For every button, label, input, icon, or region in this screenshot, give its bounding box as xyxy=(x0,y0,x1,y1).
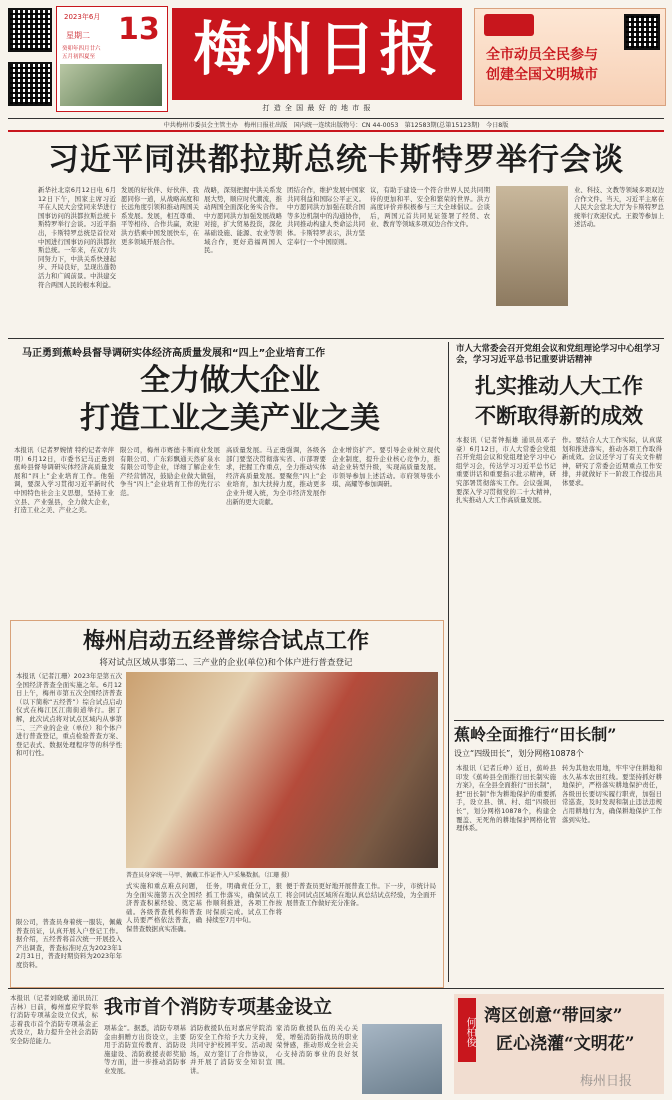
story2-rule xyxy=(454,720,664,721)
story3-col-2: 转为其他农用地，牢牢守住耕地和永久基本农田红线。要坚持抓好耕地保护，严格落实耕地保护责任，各级田长要切实履行职责，加强日常巡查，及时发现和制止违法违规占用耕地行为，确保耕地保护工作落到实处。 xyxy=(562,764,662,824)
lead-headline: 习近平同洪都拉斯总统卡斯特罗举行会谈 xyxy=(48,142,624,178)
story2-headline-2: 不断取得新的成效 xyxy=(475,403,643,428)
story4-col-4: 家消防救援队伍的关心关爱，增强消防指战员的职业荣誉感，推动形成全社会关心支持消防事业的良好氛围。 xyxy=(276,1024,358,1067)
story2-kicker: 市人大常委会召开党组会议和党组理论学习中心组学习会，学习习近平总书记重要讲话精神 xyxy=(456,344,661,365)
story3-subhead: 设立“四级田长”，划分网格10878个 xyxy=(454,749,584,758)
promo-line-2: 创建全国文明城市 xyxy=(486,67,598,83)
lead-col-4: 团结合作，维护发展中国家共同利益和国际公平正义。中方愿同洪方加强在联合国等多边机制中的沟通协作，共同推动构建人类命运共同体。卡斯特罗表示，洪方坚定奉行一个中国原则。 xyxy=(287,186,365,246)
qr-code-left-2 xyxy=(8,62,52,106)
story2-col-1: 本报讯（记者钟振雄 通讯员邓子豪）6月12日，市人大常委会党组召开党组会议和党组理论学习中心组学习会，传达学习习近平总书记重要讲话和重要指示批示精神，研究部署贯彻落实工作。会议强调，要深入学习贯彻党的二十大精神，扎实推动人大工作高质量发展。 xyxy=(456,436,556,505)
lead-photo xyxy=(496,186,568,306)
story4-col-3: 消防救援队伍对嘉应学院消防安全工作给予大力支持，共同守护校园平安。活动现场，双方签订了合作协议，并开展了消防安全知识宣讲。 xyxy=(190,1024,272,1075)
masthead-rule xyxy=(8,118,664,119)
watermark: 梅州日报 xyxy=(580,1074,633,1089)
date-year-month: 2023年6月 xyxy=(64,13,101,21)
lead-col-6: 业、科技、文教等领域多项双边合作文件。当天，习近平主席在人民大会堂北大厅为卡斯特罗总统举行欢迎仪式。王毅等参加上述活动。 xyxy=(574,186,664,229)
story1-headline-2: 打造工业之美产业之美 xyxy=(80,401,380,436)
column-divider xyxy=(448,342,449,982)
promo-emblem xyxy=(484,14,534,36)
feature-photo xyxy=(126,672,438,868)
promo-line-1: 全市动员全民参与 xyxy=(486,47,598,63)
column-author-label: 何柏俊 xyxy=(458,998,476,1062)
story4-col-1: 本报讯（记者刘晓斌 通讯员江吉林）日前，梅州嘉应学院举行消防专项基金设立仪式，标志着我市首个消防专项基金正式设立，助力提升全社会消防安全防范能力。 xyxy=(10,994,98,1045)
story3-col-1: 本报讯（记者丘峥）近日，蕉岭县印发《蕉岭县全面推行田长制实施方案》，在全县全面推行“田长制”，把“田长制”作为耕地保护的重要抓手，设立县、镇、村、组“四级田长”，划分网格10878个，构建全覆盖、无死角的耕地保护网格化管理体系。 xyxy=(456,764,556,833)
promo-qr xyxy=(624,14,660,50)
story3-headline: 蕉岭全面推行“田长制” xyxy=(454,725,617,744)
lead-col-3: 战略，深刻把握中洪关系发展大势，顺应时代潮流，推动两国全面深化务实合作。中方愿同洪方加强发展战略对接，扩大贸易投资，深化基础设施、能源、农业等领域合作，更好造福两国人民。 xyxy=(204,186,282,255)
qr-code-left xyxy=(8,8,52,52)
bottom-rule xyxy=(8,988,664,989)
feature-col-1: 本报讯（记者江珊）2023年是第五次全国经济普查全面实施之年。6月12日上午，梅州市第五次全国经济普查（以下简称“五经普”）综合试点启动仪式在梅江区江南街道举行。据了解，此次试点将对试点区域内从事第二、三产业的企业（单位）和个体户进行普查登记，重点检验普查方案、登记表式、数据处理程序等的科学性和可行性。 xyxy=(16,672,122,758)
column-title-1: 湾区创意“带回家” xyxy=(484,1006,623,1026)
feature-col-5: 便于普查员更好地开展普查工作。下一步，市统计局将会同试点区域所在地认真总结试点经验，为全面开展普查工作做好充分准备。 xyxy=(286,882,436,908)
masthead-slogan: 打 造 全 国 最 好 的 地 市 报 xyxy=(262,104,372,112)
feature-col-3: 式实施和重点难点问题，为全面实施第五次全国经济普查积累经验、奠定基础。各级普查机构和普查人员要严格依法普查，确保普查数据真实准确。 xyxy=(126,882,202,933)
publisher-rule xyxy=(8,130,664,132)
story1-col-4: 企业增资扩产。要引导企业树立现代企业制度，提升企业核心竞争力，推动企业转型升级，实现高质量发展。市领导参加上述活动。市府领导张小琪、高耀等参加调研。 xyxy=(332,446,440,489)
story2-headline-1: 扎实推动人大工作 xyxy=(475,373,643,398)
date-weekday: 星期二 xyxy=(66,31,90,40)
story1-col-1: 本报讯（记者罗婉情 特约记者幸萍明）6月12日，市委书记马正勇到蕉岭县督导调研实体经济高质量发展和“四上”企业培育工作。他强调，要深入学习贯彻习近平新时代中国特色社会主义思想，坚持工业立县、产业强县，全力做大企业，打造工业之美、产业之美。 xyxy=(14,446,114,515)
feature-col-4: 任务，明确责任分工，狠抓工作落实，确保试点工作顺利推进，各项工作按时保质完成。试点工作将持续至7月中旬。 xyxy=(206,882,282,925)
story1-headline-1: 全力做大企业 xyxy=(140,363,320,398)
feature-headline: 梅州启动五经普综合试点工作 xyxy=(82,628,369,654)
lead-rule xyxy=(8,338,664,339)
lead-col-1: 新华社北京6月12日电 6月12日下午，国家主席习近平在人民大会堂同来华进行国事访问的洪都拉斯总统卡斯特罗举行会谈。习近平指出，卡斯特罗总统是首位对中国进行国事访问的洪都拉斯总统。一年来，在双方共同努力下，中洪关系快速起步、开局良好，呈现出蓬勃活力和广阔前景。中洪建交符合两国人民的根本利益。 xyxy=(38,186,116,289)
feature-caption: 普查员身穿统一马甲、佩戴工作证件入户采集数据。（江珊 摄） xyxy=(126,872,293,879)
masthead xyxy=(0,0,672,120)
feature-col-2: 限公司，普查员身着统一服装，佩戴普查员证，认真开展入户登记工作。据介绍，五经普将首次统一开展投入产出调查，普查标准时点为2023年12月31日，普查时期资料为2023年年度资料。 xyxy=(16,918,122,969)
date-lunar-1: 癸卯年四月廿六 xyxy=(62,46,101,52)
story1-col-3: 高质量发展。马正勇强调，各级各部门要坚决贯彻落实省、市部署要求，把握工作重点，全力推动实体经济高质量发展。要聚焦“四上”企业培育，加大扶持力度，推动更多企业升规入统，为全市经济发展作出新的更大贡献。 xyxy=(226,446,326,506)
story1-col-2: 限公司，梅州市赛德卡斯商业发展有限公司、广东彩飘通天然矿泉水有限公司等企业，详细了解企业生产经营情况，鼓励企业做大做强，争当“四上”企业培育工作的先行示范。 xyxy=(120,446,220,497)
feature-subhead: 将对试点区域从事第二、三产业的企业(单位)和个体户进行普查登记 xyxy=(99,658,353,668)
story4-col-2: 项基金”。据悉，消防专项基金由捐赠方出资设立，主要用于消防宣传教育、消防设施建设、消防救援表彰奖励等方面，进一步推动消防事业发展。 xyxy=(104,1024,186,1075)
date-photo xyxy=(60,64,162,106)
lead-col-2: 发展的好伙伴、好伙伴、我愿同你一道，从战略高度和长远角度引领和推动两国关系发展。发展，相互尊重、平等相待、合作共赢，欢迎洪方搭乘中国发展快车，在更多领域开展合作。 xyxy=(121,186,199,246)
column-title-2: 匠心浇灌“文明花” xyxy=(496,1034,635,1054)
publisher-line: 中共梅州市委员会主管主办 梅州日报社出版 国内统一连续出版物号：CN 44-0053 第12583期(总第15123期) 今日8版 xyxy=(163,122,509,129)
story4-headline: 我市首个消防专项基金设立 xyxy=(104,996,333,1018)
date-day: 13 xyxy=(118,12,160,47)
newspaper-title: 梅州日报 xyxy=(193,15,442,83)
lead-col-5: 议，有助于建设一个符合世界人民共同期待的更加和平、安全和繁荣的世界。洪方高度评价并积极参与三大全球倡议。会谈后，两国元首共同见证签署了经贸、农业、教育等领域多项双边合作文件。 xyxy=(370,186,490,229)
date-lunar-2: 五月初四夏至 xyxy=(62,54,96,60)
story1-kicker: 马正勇到蕉岭县督导调研实体经济高质量发展和“四上”企业培育工作 xyxy=(22,348,326,359)
story2-col-2: 作。要结合人大工作实际，认真谋划和推进落实，推动各项工作取得新成效。会议还学习了有关文件精神，研究了常委会近期重点工作安排，并就做好下一阶段工作提出具体要求。 xyxy=(562,436,662,487)
story4-photo xyxy=(362,1024,442,1094)
